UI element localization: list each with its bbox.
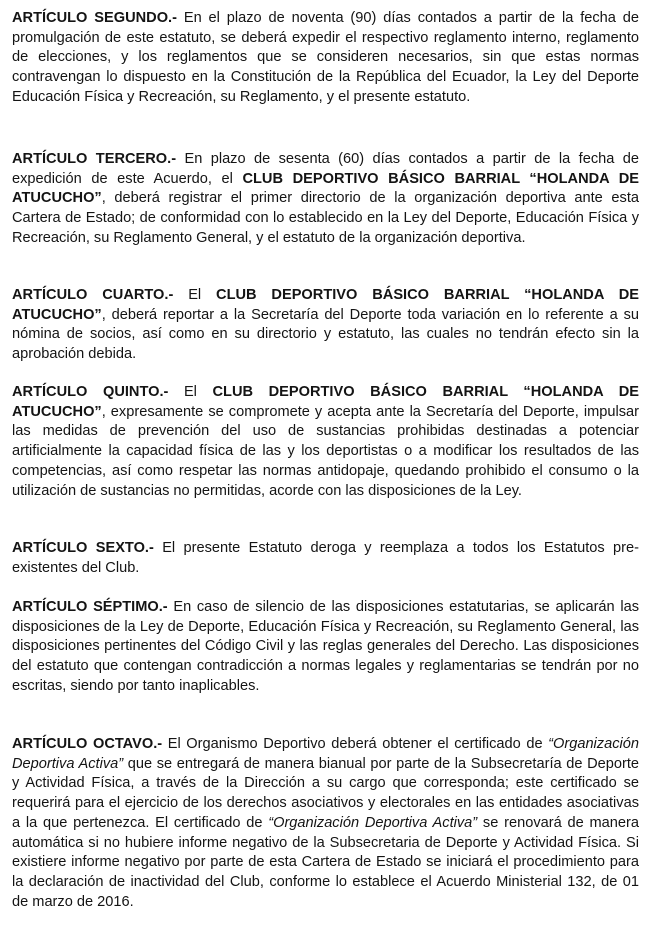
article-body: El Organismo Deportivo deberá obtener el certificado de bbox=[162, 736, 549, 752]
certificate-name: “Organización Deportiva Activa” bbox=[12, 736, 639, 772]
article-heading: ARTÍCULO CUARTO.- bbox=[12, 287, 174, 303]
certificate-name: “Organización Deportiva Activa” bbox=[268, 814, 478, 831]
article-body: , deberá reportar a la Secretaría del Deporte toda variación en lo referente a su nómina de socios, así como en su directorio y estatuto, las cuales no tendrán efecto sin la aprobación debida. bbox=[12, 306, 639, 363]
article-septimo bbox=[12, 598, 639, 697]
article-body: En plazo de sesenta (60) días contados a partir de la fecha de expedición de este Acuerdo, el bbox=[12, 151, 639, 187]
article-tercero bbox=[12, 150, 639, 249]
article-heading: ARTÍCULO SEXTO.- bbox=[12, 540, 154, 556]
article-heading: ARTÍCULO TERCERO.- bbox=[12, 151, 177, 167]
article-octavo bbox=[12, 735, 639, 912]
article-body: En caso de silencio de las disposiciones estatutarias, se aplicarán las disposiciones de la Ley de Deporte, Educación Física y Recreación, su Reglamento General, las disposiciones pertinentes del Código Civil y las reglas generales del Derecho. Las disposiciones del estatuto que contengan contradicción a normas legales y reglamentarias se tendrán por no escritas, siendo por tanto inaplicables. bbox=[12, 599, 640, 694]
article-heading: ARTÍCULO SÉPTIMO.- bbox=[12, 599, 168, 615]
article-sexto bbox=[12, 539, 639, 578]
article-body: que se entregará de manera bianual por parte de la Subsecretaría de Deporte y Actividad Física, a través de la Dirección a su cargo que corresponda; este certificado se requerirá para el ejercicio de los derechos asociativos y electorales en las entidades asociativas a la que pertenezca. El certificado de bbox=[12, 755, 639, 831]
article-heading: ARTÍCULO QUINTO.- bbox=[12, 384, 169, 400]
article-body: El presente Estatuto deroga y reemplaza a todos los Estatutos pre-existentes del Club. bbox=[12, 540, 639, 576]
article-quinto bbox=[12, 383, 639, 501]
club-name: CLUB DEPORTIVO BÁSICO BARRIAL “HOLANDA DE ATUCUCHO” bbox=[12, 170, 639, 207]
club-name: CLUB DEPORTIVO BÁSICO BARRIAL “HOLANDA DE ATUCUCHO” bbox=[12, 287, 639, 323]
article-body: , deberá registrar el primer directorio de la organización deportiva ante esta Cartera de Estado; de conformidad con lo establecido en la Ley del Deporte, Educación Física y Recreación, su Reglamento General, y el estatuto de la organización deportiva. bbox=[12, 190, 639, 246]
article-body: En el plazo de noventa (90) días contados a partir de la fecha de promulgación de este estatuto, se deberá expedir el respectivo reglamento interno, reglamento de elecciones, y los reglamentos que se consideren necesarios, sin que estas normas contravengan lo dispuesto en la Constitución de la República del Ecuador, la Ley del Deporte Educación Física y Recreación, su Reglamento, y el presente estatuto. bbox=[12, 10, 639, 105]
club-name: CLUB DEPORTIVO BÁSICO BARRIAL “HOLANDA DE ATUCUCHO” bbox=[12, 384, 639, 420]
article-segundo bbox=[12, 9, 639, 108]
article-body: El bbox=[168, 384, 213, 400]
article-heading: ARTÍCULO SEGUNDO.- bbox=[12, 10, 177, 26]
article-heading: ARTÍCULO OCTAVO.- bbox=[12, 736, 163, 752]
article-body: se renovará de manera automática si no hubiere informe negativo de la Subsecretaria de Deporte y Actividad Física. Si existiere informe negativo por parte de esta Cartera de Estado se iniciará el procedimiento para la declaración de inactividad del Club, conforme lo establece el Acuerdo Ministerial 132, de 01 de marzo de 2016. bbox=[12, 814, 639, 910]
article-body: , expresamente se compromete y acepta ante la Secretaría del Deporte, impulsar las medidas de prevención del uso de sustancias prohibidas destinadas a potenciar artificialmente la capacidad física de las y los deportistas o a modificar los resultados de las competencias, así como respetar las normas antidopaje, quedando prohibido el consumo o la utilización de sustancias no permitidas, acorde con las disposiciones de la Ley. bbox=[12, 403, 639, 499]
article-cuarto bbox=[12, 286, 639, 365]
article-body: El bbox=[173, 287, 217, 303]
